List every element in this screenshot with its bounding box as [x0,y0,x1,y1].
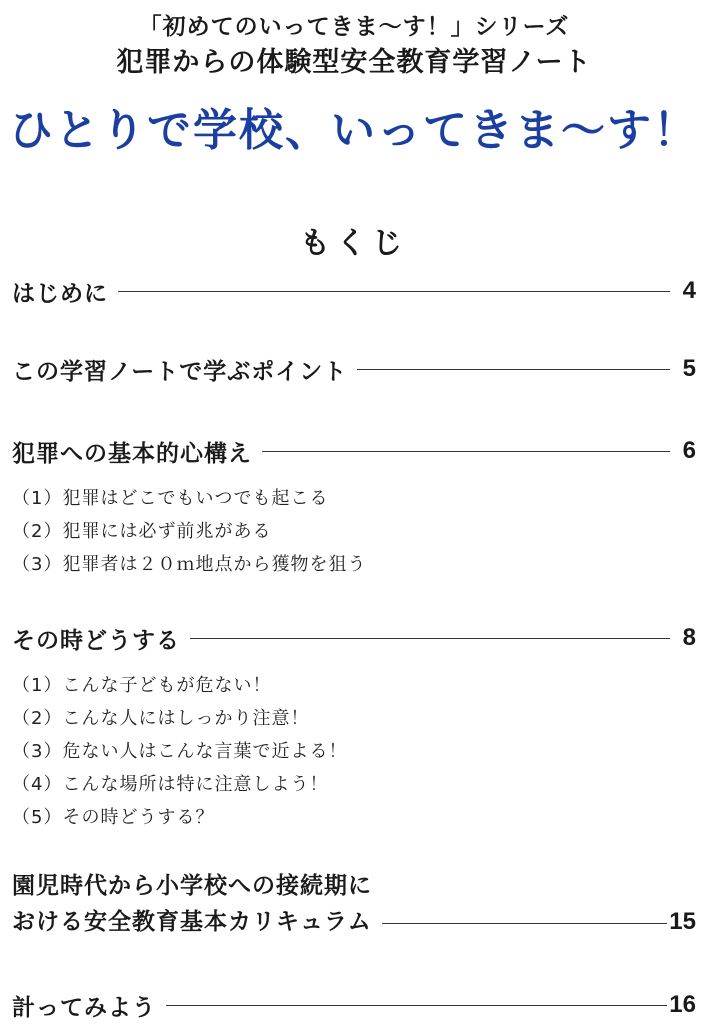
toc-entry-introduction[interactable] [12,274,696,308]
toc-entry-label: この学習ノートで学ぶポイント [12,358,348,385]
toc-subitem[interactable]: （3）危ない人はこんな言葉で近よる！ [12,741,348,762]
toc-entry-label: 計ってみよう [12,994,156,1021]
toc-page-number: 6 [682,437,696,464]
toc-page-number: 16 [669,991,696,1018]
toc-entry-label-line1: 園児時代から小学校への接続期に [12,873,372,899]
toc-subitem[interactable]: （1）犯罪はどこでもいつでも起こる [12,488,329,509]
toc-entry-label: はじめに [12,280,108,307]
toc-page-number: 15 [669,908,696,935]
toc-entry-learning-points[interactable] [12,352,696,386]
toc-leader-line [166,1005,667,1006]
toc-subitem[interactable]: （1）こんな子どもが危ない！ [12,675,272,696]
toc-leader-line [118,291,670,292]
series-name: 「初めてのいってきま〜す！」シリーズ [138,14,570,40]
toc-leader-line [190,638,670,639]
toc-leader-line [262,451,670,452]
toc-page-number: 5 [682,355,696,382]
toc-subitem[interactable]: （4）こんな場所は特に注意しよう！ [12,774,329,795]
toc-subitem[interactable]: （2）こんな人にはしっかり注意！ [12,708,310,729]
toc-page-number: 4 [682,277,696,304]
book-title: ひとりで学校、いってきま〜す！ [9,105,699,156]
toc-entry-lets-measure[interactable] [12,988,696,1022]
toc-heading: もくじ [300,226,408,261]
toc-entry-basic-mindset[interactable] [12,434,696,468]
toc-entry-what-to-do[interactable] [12,621,696,655]
toc-subitem[interactable]: （5）その時どうする？ [12,807,215,828]
toc-leader-line [357,369,670,370]
book-subtitle: 犯罪からの体験型安全教育学習ノート [116,47,592,78]
toc-entry-label-line2: おける安全教育基本カリキュラム [12,909,372,935]
toc-entry-curriculum[interactable] [12,868,696,940]
toc-entry-label: 犯罪への基本的心構え [12,440,252,467]
toc-entry-label-block [12,868,372,940]
toc-subitem[interactable]: （3）犯罪者は２０ｍ地点から獲物を狙う [12,554,367,575]
toc-subitem[interactable]: （2）犯罪には必ず前兆がある [12,521,272,542]
toc-entry-label: その時どうする [12,627,180,654]
toc-leader-line [382,923,667,924]
toc-page-number: 8 [682,624,696,651]
